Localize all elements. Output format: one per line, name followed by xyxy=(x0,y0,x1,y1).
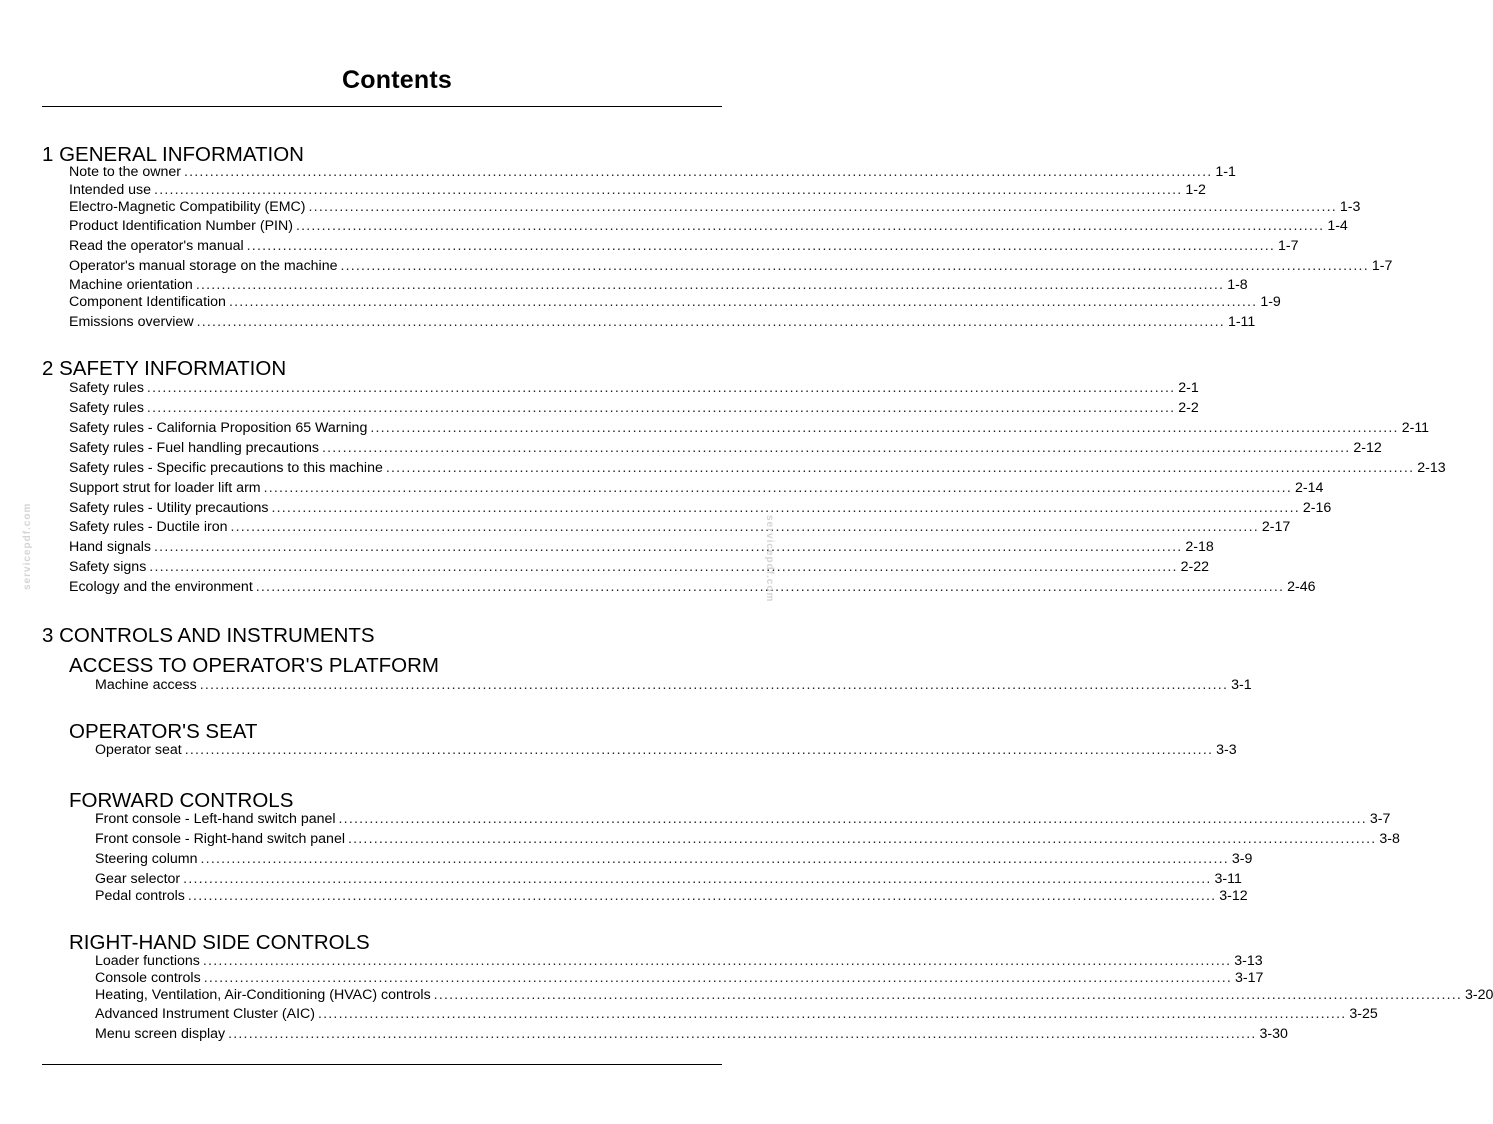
toc-entry[interactable] xyxy=(95,850,1253,868)
leader-dots: ........................................................................................................................................................................................................ xyxy=(246,238,1276,254)
entry-page: 3-20 xyxy=(1465,987,1493,1003)
entry-page: 2-14 xyxy=(1294,480,1324,496)
entry-label: Safety rules - Utility precautions xyxy=(69,500,269,516)
entry-page: 3-1 xyxy=(1231,677,1252,693)
leader-dots: ........................................................................................................................................................................................................ xyxy=(146,380,1176,396)
entry-label: Safety signs xyxy=(69,559,147,575)
toc-entry[interactable] xyxy=(69,198,1361,216)
entry-label: Electro-Magnetic Compatibility (EMC) xyxy=(69,199,306,215)
entry-page: 2-22 xyxy=(1180,559,1210,575)
entry-page: 3-11 xyxy=(1214,871,1242,887)
leader-dots: ........................................................................................................................................................................................................ xyxy=(338,811,1367,827)
entry-page: 1-1 xyxy=(1215,164,1236,180)
toc-entry[interactable] xyxy=(69,237,1299,255)
entry-page: 2-16 xyxy=(1302,500,1332,516)
entry-label: Front console - Left-hand switch panel xyxy=(95,811,336,827)
toc-entry[interactable] xyxy=(69,276,1248,294)
leader-dots: ........................................................................................................................................................................................................ xyxy=(146,400,1176,416)
leader-dots: ........................................................................................................................................................................................................ xyxy=(149,559,1178,575)
entry-label: Product Identification Number (PIN) xyxy=(69,218,293,234)
leader-dots: ........................................................................................................................................................................................................ xyxy=(263,480,1292,496)
entry-page: 3-8 xyxy=(1379,831,1400,847)
entry-page: 1-8 xyxy=(1227,277,1248,293)
entry-label: Emissions overview xyxy=(69,314,194,330)
toc-entry[interactable] xyxy=(69,459,1446,477)
entry-page: 3-9 xyxy=(1231,851,1253,867)
toc-entry[interactable] xyxy=(95,952,1263,970)
entry-label: Pedal controls xyxy=(95,888,185,904)
toc-entry[interactable] xyxy=(69,399,1199,417)
leader-dots: ........................................................................................................................................................................................................ xyxy=(183,871,1212,887)
entry-label: Safety rules - Ductile iron xyxy=(69,519,228,535)
toc-entry[interactable] xyxy=(69,379,1199,397)
leader-dots: ........................................................................................................................................................................................................ xyxy=(184,742,1214,758)
leader-dots: ........................................................................................................................................................................................................ xyxy=(271,500,1300,516)
toc-entry[interactable] xyxy=(95,1025,1288,1043)
leader-dots: ........................................................................................................................................................................................................ xyxy=(318,1006,1347,1022)
toc-entry[interactable] xyxy=(95,741,1237,759)
watermark-right: servicepdf.com xyxy=(764,515,775,603)
entry-page: 3-30 xyxy=(1259,1026,1288,1042)
leader-dots: ........................................................................................................................................................................................................ xyxy=(370,420,1399,436)
leader-dots: ........................................................................................................................................................................................................ xyxy=(230,519,1259,535)
leader-dots: ........................................................................................................................................................................................................ xyxy=(195,277,1225,293)
subsection-heading: ACCESS TO OPERATOR'S PLATFORM xyxy=(69,654,439,677)
leader-dots: ........................................................................................................................................................................................................ xyxy=(199,677,1229,693)
entry-label: Intended use xyxy=(69,182,152,198)
entry-page: 3-17 xyxy=(1235,970,1264,986)
leader-dots: ........................................................................................................................................................................................................ xyxy=(295,218,1325,234)
entry-label: Console controls xyxy=(95,970,201,986)
entry-page: 1-9 xyxy=(1260,294,1281,310)
entry-label: Safety rules - Fuel handling precautions xyxy=(69,440,319,456)
leader-dots: ........................................................................................................................................................................................................ xyxy=(154,182,1183,198)
leader-dots: ........................................................................................................................................................................................................ xyxy=(340,258,1369,274)
entry-label: Safety rules - Specific precautions to this machine xyxy=(69,460,383,476)
entry-label: Safety rules - California Proposition 65 Warning xyxy=(69,420,368,436)
toc-entry[interactable] xyxy=(95,676,1252,694)
entry-label: Menu screen display xyxy=(95,1026,226,1042)
entry-page: 3-3 xyxy=(1216,742,1237,758)
entry-label: Gear selector xyxy=(95,871,181,887)
toc-entry[interactable] xyxy=(69,558,1210,576)
leader-dots: ........................................................................................................................................................................................................ xyxy=(202,953,1232,969)
toc-entry[interactable] xyxy=(95,1005,1378,1023)
toc-entry[interactable] xyxy=(69,313,1256,331)
toc-entry[interactable] xyxy=(69,499,1332,517)
entry-label: Safety rules xyxy=(69,400,144,416)
entry-page: 3-25 xyxy=(1349,1006,1378,1022)
entry-page: 1-7 xyxy=(1371,258,1393,274)
toc-entry[interactable] xyxy=(95,986,1493,1004)
leader-dots: ........................................................................................................................................................................................................ xyxy=(184,164,1213,180)
entry-label: Machine orientation xyxy=(69,277,193,293)
footer-divider xyxy=(42,1064,722,1065)
toc-entry[interactable] xyxy=(69,293,1281,311)
leader-dots: ........................................................................................................................................................................................................ xyxy=(385,460,1415,476)
toc-entry[interactable] xyxy=(95,887,1248,905)
toc-entry[interactable] xyxy=(69,538,1214,556)
entry-label: Support strut for loader lift arm xyxy=(69,480,261,496)
entry-page: 1-3 xyxy=(1339,199,1361,215)
toc-entry[interactable] xyxy=(95,969,1264,987)
toc-entry[interactable] xyxy=(69,578,1316,596)
entry-label: Ecology and the environment xyxy=(69,579,253,595)
leader-dots: ........................................................................................................................................................................................................ xyxy=(348,831,1377,847)
entry-label: Advanced Instrument Cluster (AIC) xyxy=(95,1006,315,1022)
entry-page: 2-11 xyxy=(1401,420,1430,436)
subsection-heading: FORWARD CONTROLS xyxy=(69,789,294,812)
leader-dots: ........................................................................................................................................................................................................ xyxy=(322,440,1351,456)
entry-page: 2-17 xyxy=(1261,519,1291,535)
entry-label: Operator's manual storage on the machine xyxy=(69,258,338,274)
entry-page: 2-18 xyxy=(1185,539,1214,555)
entry-label: Component Identification xyxy=(69,294,226,310)
entry-page: 2-46 xyxy=(1287,579,1316,595)
toc-entry[interactable] xyxy=(69,518,1291,536)
toc-entry[interactable] xyxy=(69,217,1348,235)
leader-dots: ........................................................................................................................................................................................................ xyxy=(255,579,1285,595)
subsection-heading: RIGHT-HAND SIDE CONTROLS xyxy=(69,931,370,954)
leader-dots: ........................................................................................................................................................................................................ xyxy=(228,1026,1257,1042)
entry-label: Front console - Right-hand switch panel xyxy=(95,831,345,847)
leader-dots: ........................................................................................................................................................................................................ xyxy=(203,970,1233,986)
toc-entry[interactable] xyxy=(69,163,1236,181)
leader-dots: ........................................................................................................................................................................................................ xyxy=(154,539,1183,555)
entry-label: Steering column xyxy=(95,851,198,867)
section-heading: 1 GENERAL INFORMATION xyxy=(42,143,304,166)
toc-entry[interactable] xyxy=(69,439,1382,457)
leader-dots: ........................................................................................................................................................................................................ xyxy=(200,851,1229,867)
entry-page: 1-11 xyxy=(1227,314,1256,330)
leader-dots: ........................................................................................................................................................................................................ xyxy=(228,294,1258,310)
toc-entry[interactable] xyxy=(69,419,1430,437)
entry-page: 3-12 xyxy=(1219,888,1248,904)
entry-page: 1-7 xyxy=(1278,238,1299,254)
entry-page: 1-2 xyxy=(1185,182,1206,198)
entry-label: Machine access xyxy=(95,677,197,693)
subsection-heading: OPERATOR'S SEAT xyxy=(69,720,258,743)
watermark-left: servicepdf.com xyxy=(22,502,33,590)
section-heading: 2 SAFETY INFORMATION xyxy=(42,357,287,380)
leader-dots: ........................................................................................................................................................................................................ xyxy=(308,199,1337,215)
leader-dots: ........................................................................................................................................................................................................ xyxy=(187,888,1217,904)
toc-entry[interactable] xyxy=(69,181,1206,199)
entry-page: 3-7 xyxy=(1369,811,1391,827)
toc-entry[interactable] xyxy=(95,810,1391,828)
leader-dots: ........................................................................................................................................................................................................ xyxy=(196,314,1225,330)
entry-label: Read the operator's manual xyxy=(69,238,244,254)
entry-page: 2-1 xyxy=(1178,380,1199,396)
entry-page: 2-2 xyxy=(1178,400,1199,416)
entry-label: Loader functions xyxy=(95,953,200,969)
leader-dots: ........................................................................................................................................................................................................ xyxy=(433,987,1463,1003)
entry-label: Hand signals xyxy=(69,539,152,555)
entry-label: Heating, Ventilation, Air-Conditioning (HVAC) controls xyxy=(95,987,431,1003)
entry-label: Note to the owner xyxy=(69,164,181,180)
entry-label: Operator seat xyxy=(95,742,182,758)
toc-entry[interactable] xyxy=(95,870,1242,888)
title-divider xyxy=(42,106,722,107)
entry-page: 2-12 xyxy=(1353,440,1382,456)
toc-entry[interactable] xyxy=(69,479,1324,497)
page-title: Contents xyxy=(342,66,452,94)
toc-entry[interactable] xyxy=(95,830,1400,848)
section-heading: 3 CONTROLS AND INSTRUMENTS xyxy=(42,624,375,647)
entry-page: 2-13 xyxy=(1417,460,1446,476)
entry-page: 3-13 xyxy=(1234,953,1263,969)
toc-entry[interactable] xyxy=(69,257,1393,275)
entry-label: Safety rules xyxy=(69,380,144,396)
entry-page: 1-4 xyxy=(1327,218,1348,234)
